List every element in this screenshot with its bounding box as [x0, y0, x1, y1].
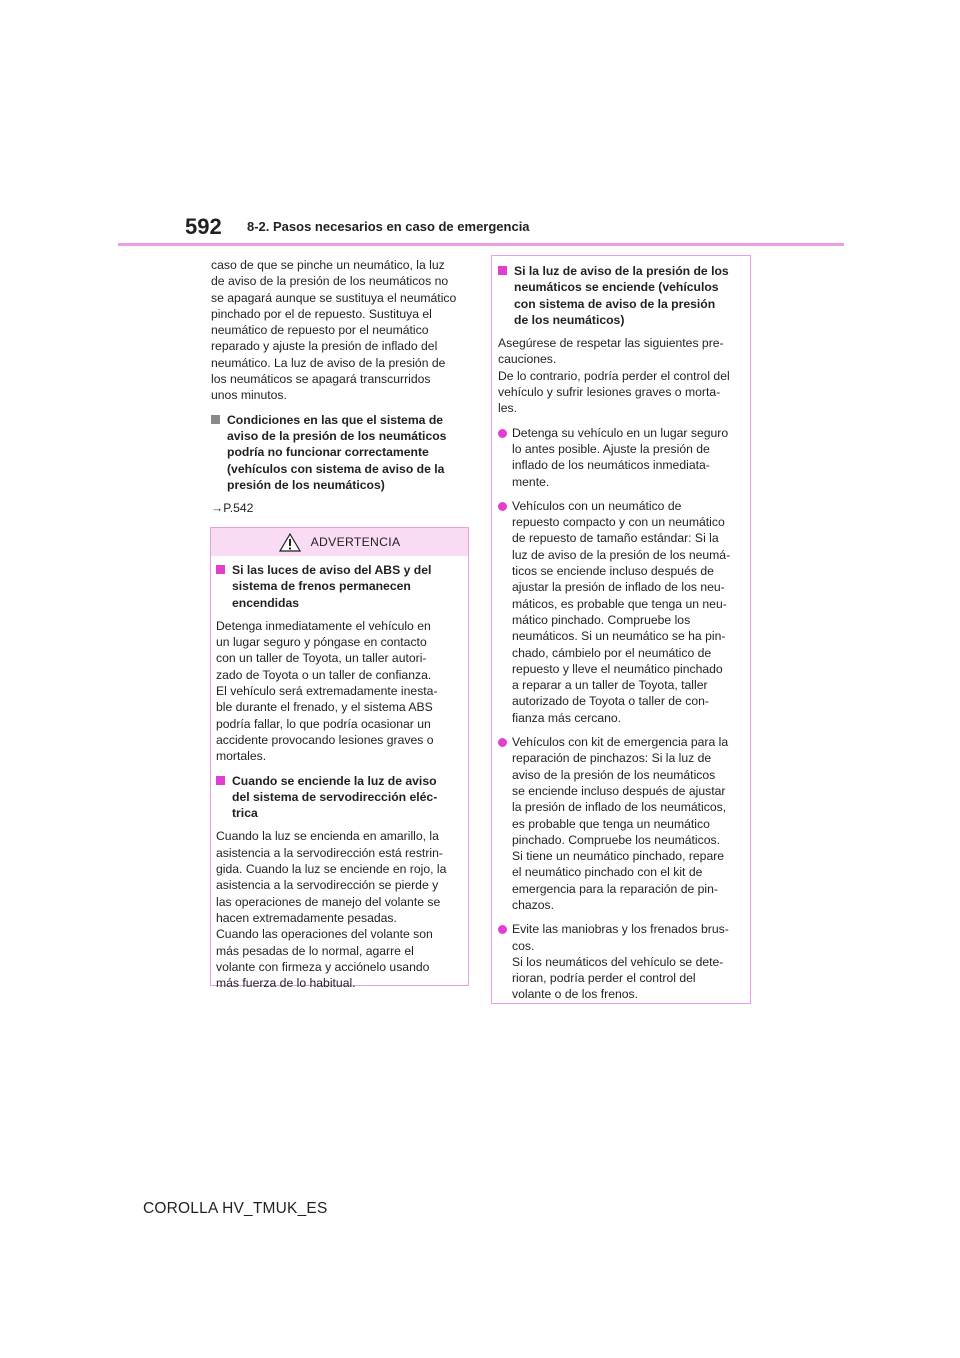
bullet-dot-icon: [498, 429, 507, 438]
footer-model: COROLLA HV_TMUK_ES: [143, 1200, 328, 1217]
grey-square-icon: [211, 415, 220, 424]
section-title: 8-2. Pasos necesarios en caso de emergencia: [247, 219, 530, 234]
page-reference[interactable]: →P.542: [211, 501, 254, 516]
tire-pressure-box: [491, 255, 751, 1004]
pink-square-icon: [498, 266, 507, 275]
pink-square-icon: [216, 776, 225, 785]
section-heading: [211, 412, 469, 493]
bullet-dot-icon: [498, 502, 507, 511]
bullet-item: [498, 498, 742, 726]
bullet-text: Evite las maniobras y los frenados brus- cos. Si los neumáticos del vehículo se dete- rioran, podría perder el control del volante o de los frenos.: [512, 922, 729, 1002]
section-heading-text: Condiciones en las que el sistema de aviso de la presión de los neumáticos podría no funcionar correctamente (vehículos con sistema de aviso de la presión de los neumáticos): [227, 412, 447, 492]
bullet-item: [498, 425, 742, 490]
pink-square-icon: [216, 565, 225, 574]
intro-paragraph: caso de que se pinche un neumático, la luz de aviso de la presión de los neumáticos no se apagará aunque se sustituya el neumático pinchado por el de repuesto. Sustituya el neumático de repuesto por el neumático reparado y ajuste la presión de inflado del neumático. La luz de aviso de la presión de los neumáticos se apagará transcurridos unos minutos.: [211, 258, 457, 403]
warning-item-abs-heading: [216, 562, 464, 611]
page-number: 592: [185, 214, 222, 239]
bullet-item: [498, 921, 742, 1002]
warning-box: [210, 527, 469, 991]
bullet-dot-icon: [498, 925, 507, 934]
warning-item-steering-heading: [216, 773, 464, 822]
bullet-text: Detenga su vehículo en un lugar seguro lo antes posible. Ajuste la presión de inflado de los neumáticos inmediata- mente.: [512, 425, 729, 489]
header-rule: [118, 243, 844, 246]
warning-title: ADVERTENCIA: [310, 535, 401, 549]
tire-pressure-intro: Asegúrese de respetar las siguientes pre- cauciones. De lo contrario, podría perder el control del vehículo y sufrir lesiones graves o morta- les.: [498, 336, 730, 416]
warning-content: [211, 556, 468, 991]
bullet-text: Vehículos con kit de emergencia para la reparación de pinchazos: Si la luz de aviso de la presión de los neumáticos se enciende incluso después de ajustar la presión de inflado de los neumáticos, es probable que tenga un neumático pinchado. Compruebe los neumáticos. Si tiene un neumático pinchado, repare el neumático pinchado con el kit de emergencia para la reparación de pin- chazos.: [512, 735, 729, 912]
bullet-item: [498, 734, 742, 913]
warning-header: [211, 528, 468, 556]
warning-item-steering-text: Cuando la luz se encienda en amarillo, la asistencia a la servodirección está restrin- gida. Cuando la luz se enciende en rojo, la asistencia a la servodirección se pierde y las operaciones de manejo del volante se hacen extremadamente pesadas. Cuando las operaciones del volante son más pesadas de lo normal, agarre el volante con firmeza y acciónelo usando más fuerza de lo habitual.: [216, 829, 447, 991]
warning-item-abs-text: Detenga inmediatamente el vehículo en un lugar seguro y póngase en contacto con un taller de Toyota, un taller autori- zado de Toyota o un taller de confianza. El vehículo será extremadamente inesta- ble durante el frenado, y el sistema ABS podría fallar, lo que podría ocasionar un accidente provocando lesiones graves o mortales.: [216, 618, 438, 764]
bullet-dot-icon: [498, 738, 507, 747]
tire-pressure-heading-text: Si la luz de aviso de la presión de los neumáticos se enciende (vehículos con sistema de aviso de la presión de los neumáticos): [514, 264, 729, 327]
bullet-text: Vehículos con un neumático de repuesto compacto y con un neumático de repuesto de tamaño estándar: Si la luz de aviso de la presión de los neumá- ticos se enciende incluso después de ajustar la presión de inflado de los neu- máticos, es probable que tenga un neu- mático pinchado. Compruebe los neumáticos. Si un neumático se ha pin- chado, cámbielo por el neumático de repuesto y lleve el neumático pinchado a reparar a un taller de Toyota, taller autorizado de Toyota o taller de con- fianza más cercano.: [512, 498, 731, 725]
warning-item-heading-text: Cuando se enciende la luz de aviso del sistema de servodirección eléc- trica: [232, 773, 438, 821]
tire-pressure-heading: [498, 263, 742, 328]
left-column: [211, 257, 469, 516]
warning-triangle-icon: [279, 533, 301, 552]
warning-item-heading-text: Si las luces de aviso del ABS y del sistema de frenos permanecen encendidas: [232, 563, 432, 610]
